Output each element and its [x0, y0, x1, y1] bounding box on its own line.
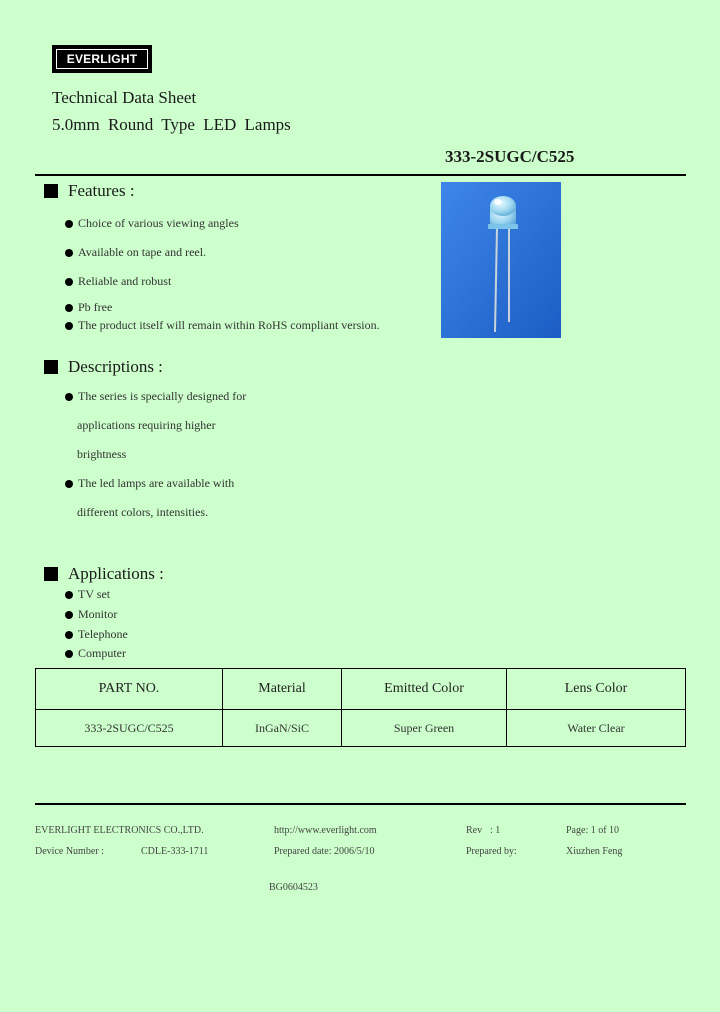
bullet-icon — [65, 393, 73, 401]
logo-text: EVERLIGHT — [56, 49, 148, 69]
square-bullet-icon — [44, 184, 58, 198]
everlight-logo — [52, 45, 152, 73]
footer-device-value: CDLE-333-1711 — [141, 846, 209, 857]
feature-item — [65, 300, 112, 315]
application-item — [65, 607, 117, 622]
bullet-icon — [65, 278, 73, 286]
application-item-text: Computer — [78, 646, 126, 660]
bullet-icon — [65, 631, 73, 639]
application-item — [65, 646, 126, 661]
cell-lens-color: Water Clear — [507, 710, 686, 747]
bullet-icon — [65, 480, 73, 488]
square-bullet-icon — [44, 567, 58, 581]
header-divider — [35, 174, 686, 176]
square-bullet-icon — [44, 360, 58, 374]
descriptions-heading — [44, 357, 163, 377]
feature-item-text: Available on tape and reel. — [78, 245, 207, 259]
description-text: The led lamps are available with — [78, 476, 235, 490]
part-number-heading: 333-2SUGC/C525 — [445, 147, 575, 166]
feature-item — [65, 274, 171, 289]
bullet-icon — [65, 650, 73, 658]
footer-rev-value: : 1 — [490, 825, 501, 836]
feature-item-text: Choice of various viewing angles — [78, 216, 239, 230]
column-header-lens-color: Lens Color — [507, 669, 686, 710]
description-item — [65, 389, 246, 404]
part-table — [35, 668, 686, 747]
led-product-photo — [441, 182, 561, 338]
doc-subtitle: 5.0mm Round Type LED Lamps — [52, 115, 291, 134]
footer-rev-label: Rev — [466, 825, 483, 836]
column-header-part-no: PART NO. — [36, 669, 223, 710]
feature-item-text: Reliable and robust — [78, 274, 172, 288]
footer-device-label: Device Number : — [35, 846, 104, 857]
feature-item — [65, 216, 239, 231]
bullet-icon — [65, 611, 73, 619]
column-header-emitted-color: Emitted Color — [342, 669, 507, 710]
table-header-row — [36, 669, 686, 710]
bullet-icon — [65, 249, 73, 257]
bullet-icon — [65, 591, 73, 599]
descriptions-heading-label: Descriptions : — [68, 357, 163, 376]
led-photo-illustration — [441, 182, 561, 338]
application-item — [65, 587, 110, 602]
bullet-icon — [65, 220, 73, 228]
footer-doc-code: BG0604523 — [269, 882, 318, 893]
description-item — [65, 476, 234, 491]
application-item — [65, 627, 128, 642]
cell-material: InGaN/SiC — [223, 710, 342, 747]
applications-heading — [44, 564, 164, 584]
description-text: The series is specially designed for — [78, 389, 247, 403]
footer-divider — [35, 803, 686, 805]
feature-item-text: Pb free — [78, 300, 113, 314]
application-item-text: Telephone — [78, 627, 128, 641]
footer-prepared-by-label: Prepared by: — [466, 846, 517, 857]
footer-prepared-date: Prepared date: 2006/5/10 — [274, 846, 375, 857]
footer-company: EVERLIGHT ELECTRONICS CO.,LTD. — [35, 825, 204, 836]
application-item-text: TV set — [78, 587, 111, 601]
feature-item-text: The product itself will remain within RoHS compliant version. — [78, 318, 380, 332]
description-continuation: different colors, intensities. — [77, 505, 209, 519]
applications-heading-label: Applications : — [68, 564, 164, 583]
footer-page: Page: 1 of 10 — [566, 825, 620, 836]
description-continuation: applications requiring higher — [77, 418, 216, 432]
feature-item — [65, 318, 380, 333]
column-header-material: Material — [223, 669, 342, 710]
description-continuation: brightness — [77, 447, 127, 461]
table-row — [36, 710, 686, 747]
feature-item — [65, 245, 206, 260]
cell-emitted-color: Super Green — [342, 710, 507, 747]
features-heading — [44, 181, 135, 201]
footer-prepared-by-value: Xiuzhen Feng — [566, 846, 623, 857]
features-heading-label: Features : — [68, 181, 135, 200]
footer-website: http://www.everlight.com — [274, 825, 377, 836]
application-item-text: Monitor — [78, 607, 118, 621]
bullet-icon — [65, 304, 73, 312]
cell-part-no: 333-2SUGC/C525 — [36, 710, 223, 747]
doc-title: Technical Data Sheet — [52, 88, 197, 107]
bullet-icon — [65, 322, 73, 330]
